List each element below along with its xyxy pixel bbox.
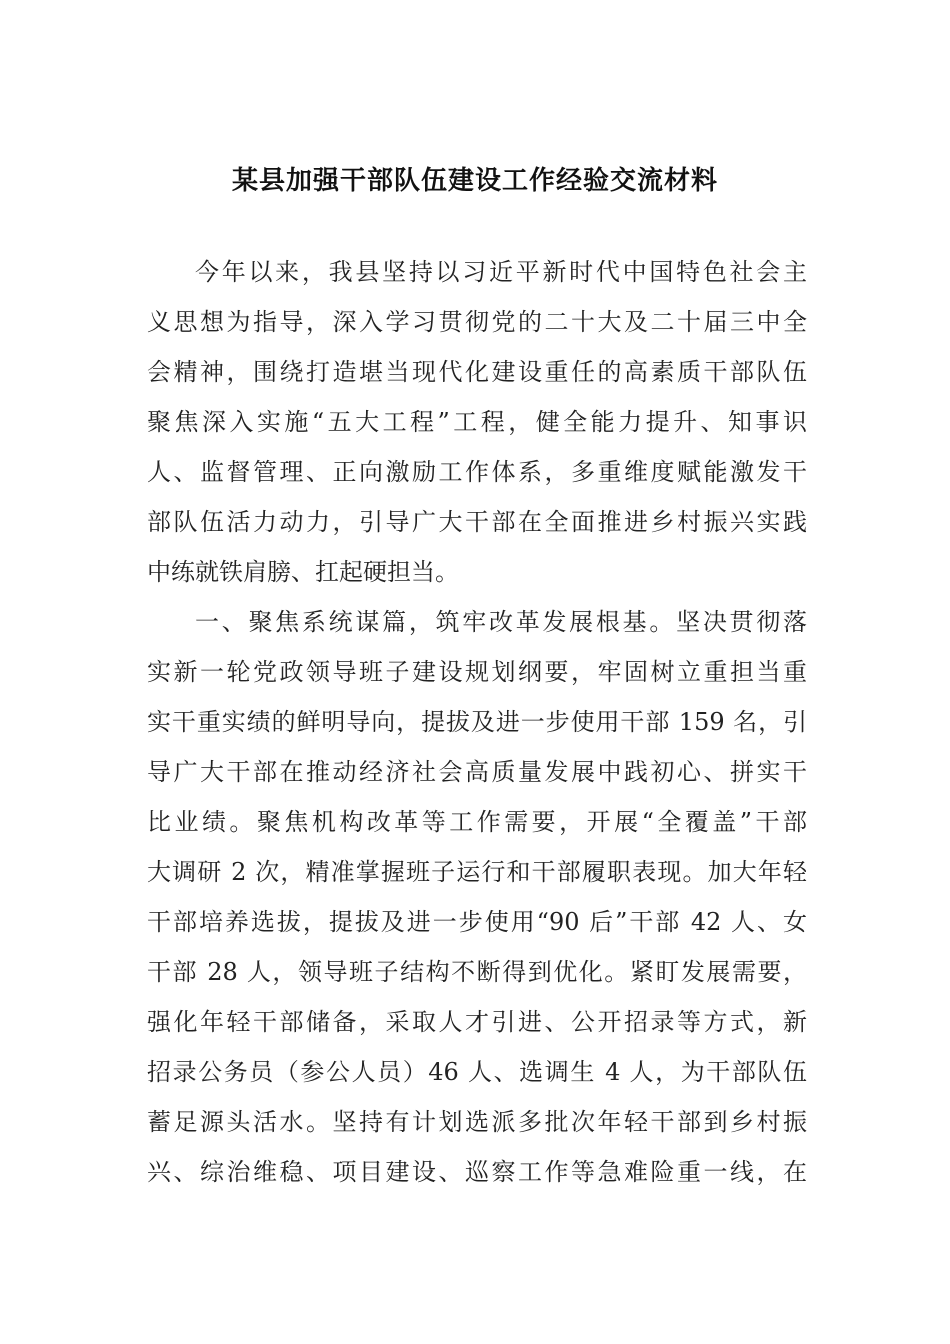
text-line: 人、监督管理、正向激励工作体系，多重维度赋能激发干 <box>147 458 807 486</box>
text-line: 实干重实绩的鲜明导向，提拔及进一步使用干部 159 名，引 <box>147 708 807 736</box>
text-line: 蓄足源头活水。坚持有计划选派多批次年轻干部到乡村振 <box>147 1108 807 1136</box>
text-line: 实新一轮党政领导班子建设规划纲要，牢固树立重担当重 <box>147 658 807 686</box>
text-line: 会精神，围绕打造堪当现代化建设重任的高素质干部队伍 <box>147 358 807 386</box>
text-line: 中练就铁肩膀、扛起硬担当。 <box>147 558 459 586</box>
text-line: 强化年轻干部储备，采取人才引进、公开招录等方式，新 <box>147 1008 807 1036</box>
text-line: 招录公务员（参公人员）46 人、选调生 4 人，为干部队伍 <box>147 1058 807 1086</box>
text-line: 一、聚焦系统谋篇，筑牢改革发展根基。坚决贯彻落 <box>195 608 807 636</box>
text-line: 比业绩。聚焦机构改革等工作需要，开展“全覆盖”干部 <box>147 808 807 836</box>
text-line: 干部 28 人，领导班子结构不断得到优化。紧盯发展需要， <box>147 958 807 986</box>
text-line: 部队伍活力动力，引导广大干部在全面推进乡村振兴实践 <box>147 508 807 536</box>
document-body <box>147 247 807 1197</box>
document-title: 某县加强干部队伍建设工作经验交流材料 <box>231 166 718 196</box>
text-line: 干部培养选拔，提拔及进一步使用“90 后”干部 42 人、女 <box>147 908 807 936</box>
text-line: 聚焦深入实施“五大工程”工程，健全能力提升、知事识 <box>147 408 807 436</box>
text-line: 今年以来，我县坚持以习近平新时代中国特色社会主 <box>195 258 807 286</box>
text-line: 导广大干部在推动经济社会高质量发展中践初心、拼实干 <box>147 758 807 786</box>
text-line: 大调研 2 次，精准掌握班子运行和干部履职表现。加大年轻 <box>147 858 807 886</box>
text-line: 义思想为指导，深入学习贯彻党的二十大及二十届三中全 <box>147 308 807 336</box>
text-line: 兴、综治维稳、项目建设、巡察工作等急难险重一线，在 <box>147 1158 807 1186</box>
